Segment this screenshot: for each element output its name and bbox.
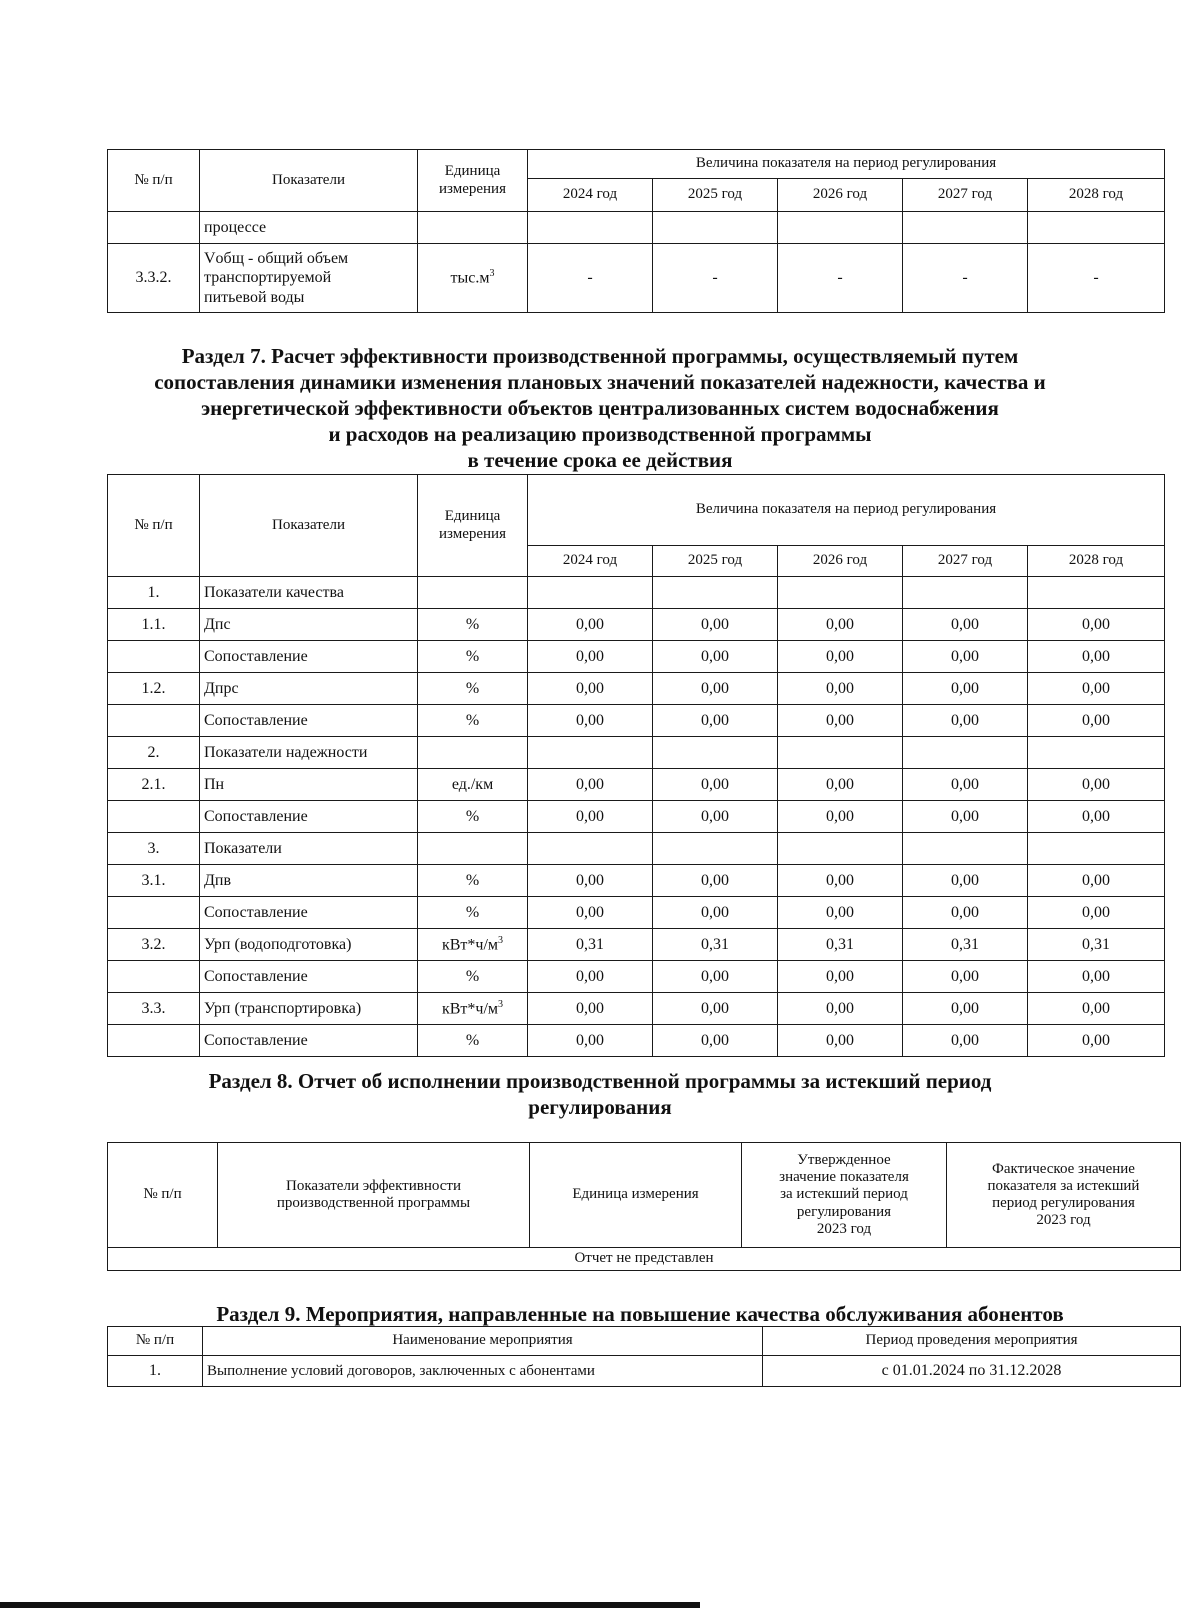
section-8-title: Раздел 8. Отчет об исполнении производственной программы за истекший период регулирования: [208, 1069, 992, 1119]
value-cell: 0,00: [778, 705, 903, 737]
table-row: [108, 865, 1165, 897]
value-cell: 0,00: [1028, 1025, 1165, 1057]
table-row: [108, 961, 1165, 993]
value-cell: 0,00: [653, 865, 778, 897]
value-cell: 0,00: [903, 1025, 1028, 1057]
row-num: 3.1.: [108, 865, 200, 897]
indicator-name: Сопоставление: [200, 801, 418, 833]
unit-cell: $кВт*ч/м^3$: [418, 993, 528, 1025]
value-cell: 0,00: [653, 897, 778, 929]
row-num: [108, 897, 200, 929]
unit-cell: %: [418, 865, 528, 897]
header-indicators: Показатели: [200, 150, 418, 212]
header-year: 2026 год: [778, 546, 903, 577]
value-cell: 0,00: [778, 897, 903, 929]
value-cell: 0,00: [778, 769, 903, 801]
unit-cell: %: [418, 705, 528, 737]
value-cell: [653, 833, 778, 865]
row-num: 1.: [108, 1356, 203, 1387]
indicator-name: Дпс: [200, 609, 418, 641]
table-row: [108, 769, 1165, 801]
indicator-name: Дпрс: [200, 673, 418, 705]
value-cell: [903, 833, 1028, 865]
header-period: Величина показателя на период регулирования: [528, 150, 1165, 179]
section-7-title: Раздел 7. Расчет эффективности производственной программы, осуществляемый путем сопоставления динамики изменения плановых значений показателей надежности, качества и энергетической эффективности объектов централизованных систем водоснабжения и расходов на реализацию производственной программы в течение срока ее действия: [154, 344, 1046, 472]
indicator-name: Дпв: [200, 865, 418, 897]
value-cell: 0,31: [528, 929, 653, 961]
unit-cell: %: [418, 801, 528, 833]
indicator-name: Показатели качества: [200, 577, 418, 609]
row-num: [108, 801, 200, 833]
value-cell: 0,00: [1028, 897, 1165, 929]
header-indicators: Показатели: [200, 475, 418, 577]
measure-period: с 01.01.2024 по 31.12.2028: [763, 1356, 1181, 1387]
unit-cell: %: [418, 897, 528, 929]
header-year: 2027 год: [903, 546, 1028, 577]
value-cell: [778, 833, 903, 865]
row-num: [108, 961, 200, 993]
value-cell: 0,31: [903, 929, 1028, 961]
table-row: [108, 641, 1165, 673]
table-row: [108, 897, 1165, 929]
indicator-name: процессе: [200, 212, 418, 244]
value-cell: 0,00: [1028, 641, 1165, 673]
header-unit: Единица измерения: [418, 150, 528, 212]
value-cell: 0,31: [778, 929, 903, 961]
value-cell: 0,31: [653, 929, 778, 961]
value-cell: 0,00: [653, 705, 778, 737]
indicator-name: Пн: [200, 769, 418, 801]
value-cell: [778, 577, 903, 609]
value-cell: 0,00: [778, 1025, 903, 1057]
value-cell: 0,00: [903, 865, 1028, 897]
unit-cell: %: [418, 609, 528, 641]
indicator-name: Урп (транспортировка): [200, 993, 418, 1025]
value-cell: 0,00: [653, 609, 778, 641]
value-cell: 0,00: [903, 705, 1028, 737]
value-cell: 0,00: [528, 641, 653, 673]
row-num: [108, 705, 200, 737]
table-row: [108, 673, 1165, 705]
value-cell: 0,00: [653, 769, 778, 801]
value-cell: [778, 737, 903, 769]
value-cell: 0,00: [778, 673, 903, 705]
value-cell: 0,00: [528, 865, 653, 897]
value-cell: 0,00: [903, 641, 1028, 673]
value-cell: [1028, 577, 1165, 609]
row-num: 3.2.: [108, 929, 200, 961]
table-row: [108, 833, 1165, 865]
row-num: 1.2.: [108, 673, 200, 705]
value-cell: 0,00: [778, 961, 903, 993]
value-cell: 0,00: [903, 993, 1028, 1025]
value-cell: 0,00: [1028, 609, 1165, 641]
row-num: 1.1.: [108, 609, 200, 641]
row-num: 1.: [108, 577, 200, 609]
value-cell: 0,00: [528, 705, 653, 737]
row-num: 3.: [108, 833, 200, 865]
value-cell: 0,00: [1028, 673, 1165, 705]
value-cell: [1028, 737, 1165, 769]
value-cell: 0,00: [528, 769, 653, 801]
row-num: 2.: [108, 737, 200, 769]
header-period: Период проведения мероприятия: [763, 1327, 1181, 1356]
measures-table: [107, 1326, 1181, 1387]
value-cell: 0,00: [528, 993, 653, 1025]
unit-cell: %: [418, 673, 528, 705]
indicator-name: Сопоставление: [200, 897, 418, 929]
table-row: [108, 929, 1165, 961]
value-cell: [653, 737, 778, 769]
value-cell: 0,31: [1028, 929, 1165, 961]
header-year: 2024 год: [528, 546, 653, 577]
header-approved: Утвержденное значение показателя за истекший период регулирования 2023 год: [742, 1143, 947, 1248]
value-cell: [903, 737, 1028, 769]
report-table: [107, 1142, 1181, 1271]
value-cell: [528, 577, 653, 609]
header-year: 2024 год: [528, 179, 653, 212]
value-cell: 0,00: [903, 961, 1028, 993]
value-cell: 0,00: [778, 801, 903, 833]
table-row: [108, 993, 1165, 1025]
header-year: 2026 год: [778, 179, 903, 212]
indicator-name: Показатели надежности: [200, 737, 418, 769]
table-row: [108, 705, 1165, 737]
value-cell: 0,00: [778, 993, 903, 1025]
section-9-title: Раздел 9. Мероприятия, направленные на повышение качества обслуживания абонентов: [216, 1302, 1064, 1326]
value-cell: 0,00: [778, 609, 903, 641]
value-cell: 0,00: [653, 993, 778, 1025]
value-cell: 0,00: [528, 801, 653, 833]
indicator-name: Сопоставление: [200, 705, 418, 737]
value-cell: [1028, 833, 1165, 865]
value-cell: 0,00: [653, 801, 778, 833]
row-num: [108, 1025, 200, 1057]
table-row: [108, 1025, 1165, 1057]
header-actual: Фактическое значение показателя за истекший период регулирования 2023 год: [947, 1143, 1181, 1248]
value-cell: 0,00: [903, 897, 1028, 929]
row-num: 3.3.2.: [108, 244, 200, 313]
value-cell: 0,00: [778, 641, 903, 673]
header-year: 2025 год: [653, 546, 778, 577]
unit-cell: [418, 737, 528, 769]
table-row: [108, 577, 1165, 609]
value-cell: 0,00: [903, 673, 1028, 705]
table-row: [108, 737, 1165, 769]
row-num: [108, 641, 200, 673]
value-cell: [903, 577, 1028, 609]
header-num: № п/п: [108, 1143, 218, 1248]
value-cell: 0,00: [903, 609, 1028, 641]
indicators-table-continued: [107, 149, 1165, 313]
header-measure-name: Наименование мероприятия: [203, 1327, 763, 1356]
value-cell: 0,00: [653, 673, 778, 705]
unit-cell: [418, 833, 528, 865]
unit-cell: ед./км: [418, 769, 528, 801]
value-cell: 0,00: [528, 961, 653, 993]
value-cell: 0,00: [528, 897, 653, 929]
measure-name: Выполнение условий договоров, заключенных с абонентами: [203, 1356, 763, 1387]
efficiency-table: [107, 474, 1165, 1057]
table-row: 3.3.2. Vобщ - общий объем транспортируемой питьевой воды $тыс.м^3$ - - - - -: [108, 244, 1165, 313]
unit-cell: %: [418, 961, 528, 993]
indicator-name: Сопоставление: [200, 641, 418, 673]
indicator-name: Сопоставление: [200, 961, 418, 993]
unit-cell: $тыс.м^3$: [418, 244, 528, 313]
header-num: № п/п: [108, 1327, 203, 1356]
table-row: [108, 801, 1165, 833]
value-cell: 0,00: [903, 769, 1028, 801]
value-cell: [653, 577, 778, 609]
indicator-name: Vобщ - общий объем транспортируемой питьевой воды: [200, 244, 418, 313]
value-cell: [528, 737, 653, 769]
header-unit: Единица измерения: [530, 1143, 742, 1248]
value-cell: 0,00: [653, 961, 778, 993]
scan-edge-bar: [0, 1602, 700, 1608]
table-row: [108, 212, 1165, 244]
value-cell: 0,00: [528, 1025, 653, 1057]
value-cell: 0,00: [528, 609, 653, 641]
value-cell: 0,00: [653, 641, 778, 673]
unit-cell: $кВт*ч/м^3$: [418, 929, 528, 961]
value-cell: 0,00: [1028, 705, 1165, 737]
header-unit: Единица измерения: [418, 475, 528, 577]
indicator-name: Урп (водоподготовка): [200, 929, 418, 961]
indicator-name: Показатели: [200, 833, 418, 865]
value-cell: [528, 833, 653, 865]
value-cell: 0,00: [1028, 769, 1165, 801]
value-cell: 0,00: [1028, 961, 1165, 993]
value-cell: 0,00: [528, 673, 653, 705]
unit-cell: %: [418, 1025, 528, 1057]
header-num: № п/п: [108, 150, 200, 212]
value-cell: 0,00: [653, 1025, 778, 1057]
header-year: 2028 год: [1028, 179, 1165, 212]
indicator-name: Сопоставление: [200, 1025, 418, 1057]
value-cell: 0,00: [1028, 801, 1165, 833]
header-period: Величина показателя на период регулирования: [528, 475, 1165, 546]
table-row: [108, 1356, 1181, 1387]
report-note: Отчет не представлен: [108, 1248, 1181, 1271]
header-num: № п/п: [108, 475, 200, 577]
unit-cell: [418, 577, 528, 609]
unit-cell: %: [418, 641, 528, 673]
header-year: 2025 год: [653, 179, 778, 212]
value-cell: 0,00: [778, 865, 903, 897]
header-year: 2028 год: [1028, 546, 1165, 577]
row-num: 2.1.: [108, 769, 200, 801]
value-cell: 0,00: [1028, 993, 1165, 1025]
header-year: 2027 год: [903, 179, 1028, 212]
value-cell: 0,00: [903, 801, 1028, 833]
row-num: 3.3.: [108, 993, 200, 1025]
value-cell: 0,00: [1028, 865, 1165, 897]
header-indicators: Показатели эффективности производственной программы: [218, 1143, 530, 1248]
table-row: [108, 609, 1165, 641]
